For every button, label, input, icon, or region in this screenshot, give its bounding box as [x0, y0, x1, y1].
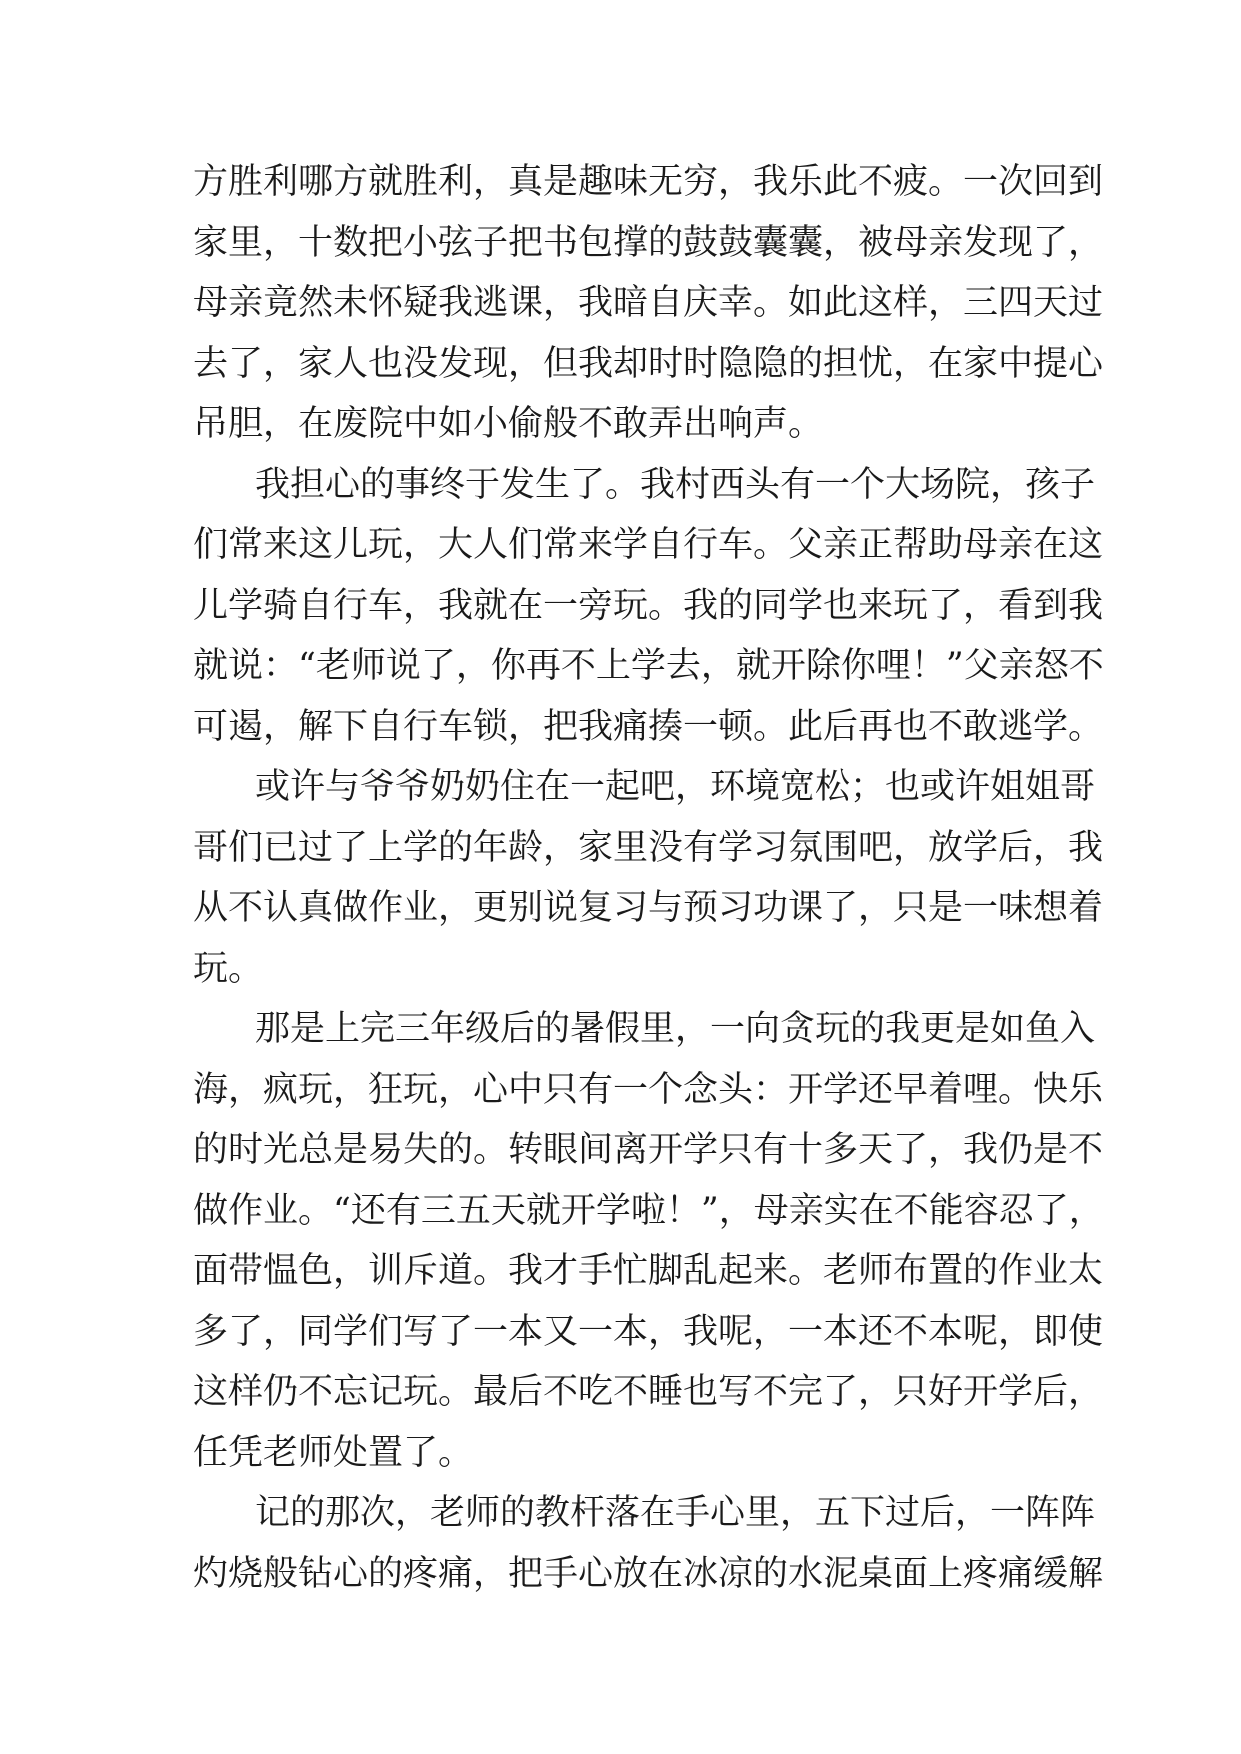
paragraph	[193, 1483, 1104, 1604]
paragraph	[193, 152, 1104, 455]
text-line: 多了，同学们写了一本又一本，我呢，一本还不本呢，即使	[193, 1311, 1104, 1352]
text-line: 海，疯玩，狂玩，心中只有一个念头：开学还早着哩。快乐	[193, 1069, 1104, 1110]
text-line: 从不认真做作业，更别说复习与预习功课了，只是一味想着	[193, 888, 1104, 928]
text-line: 任凭老师处置了。	[193, 1432, 474, 1473]
paragraph	[193, 455, 1104, 758]
text-line: 记的那次，老师的教杆落在手心里，五下过后，一阵阵	[255, 1493, 1096, 1533]
text-line: 吊胆，在废院中如小偷般不敢弄出响声。	[193, 404, 824, 444]
text-line: 哥们已过了上学的年龄，家里没有学习氛围吧，放学后，我	[193, 827, 1104, 868]
text-line: 家里，十数把小弦子把书包撑的鼓鼓囊囊，被母亲发现了，	[193, 222, 1104, 263]
text-line: 去了，家人也没发现，但我却时时隐隐的担忧，在家中提心	[193, 343, 1104, 384]
text-line: 或许与爷爷奶奶住在一起吧，环境宽松；也或许姐姐哥	[255, 767, 1096, 807]
text-line: 玩。	[193, 948, 264, 989]
paragraph	[193, 999, 1104, 1483]
text-line: 儿学骑自行车，我就在一旁玩。我的同学也来玩了，看到我	[193, 585, 1104, 626]
text-line: 们常来这儿玩，大人们常来学自行车。父亲正帮助母亲在这	[193, 525, 1104, 565]
text-line: 就说：“老师说了，你再不上学去，就开除你哩！”父亲怒不	[193, 646, 1104, 686]
text-line: 那是上完三年级后的暑假里，一向贪玩的我更是如鱼入	[255, 1009, 1096, 1049]
text-line: 的时光总是易失的。转眼间离开学只有十多天了，我仍是不	[193, 1130, 1104, 1170]
text-line: 这样仍不忘记玩。最后不吃不睡也写不完了，只好开学后，	[193, 1372, 1104, 1412]
text-line: 灼烧般钻心的疼痛，把手心放在冰凉的水泥桌面上疼痛缓解	[193, 1553, 1104, 1594]
text-line: 方胜利哪方就胜利，真是趣味无穷，我乐此不疲。一次回到	[193, 162, 1104, 202]
text-line: 面带愠色，训斥道。我才手忙脚乱起来。老师布置的作业太	[193, 1251, 1104, 1291]
text-line: 可遏，解下自行车锁，把我痛揍一顿。此后再也不敢逃学。	[193, 706, 1104, 747]
text-line: 做作业。“还有三五天就开学啦！”，母亲实在不能容忍了，	[193, 1190, 1104, 1231]
body-text	[193, 152, 1104, 1604]
text-line: 我担心的事终于发生了。我村西头有一个大场院，孩子	[255, 464, 1096, 505]
paragraph	[193, 757, 1104, 999]
text-line: 母亲竟然未怀疑我逃课，我暗自庆幸。如此这样，三四天过	[193, 283, 1104, 323]
